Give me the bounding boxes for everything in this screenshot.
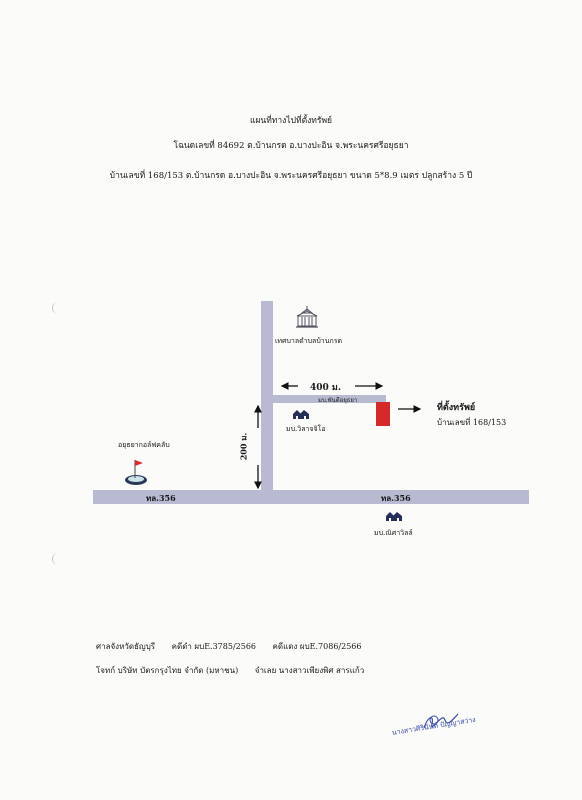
case-info-line	[96, 640, 375, 653]
main-road-label-right: ทล.356	[381, 493, 411, 503]
property-house-number: บ้านเลขที่ 168/153	[437, 418, 507, 427]
black-case-number: คดีดำ ผบE.3785/2566	[171, 642, 256, 651]
red-case-number: คดีแดง ผบE.7086/2566	[272, 642, 362, 651]
village-left-label: มบ.วิลาจจิโอ	[286, 425, 326, 433]
property-label: ที่ตั้งทรัพย์	[437, 403, 476, 413]
government-building-icon	[294, 305, 320, 329]
golf-flag-icon	[124, 456, 148, 486]
signature-name: นางสาวศิรินันท์ ปัญญาสว่าง	[391, 715, 477, 737]
golf-club-label: อยุธยากอล์ฟคลับ	[118, 441, 170, 449]
house-line: บ้านเลขที่ 168/153 ต.บ้านกรด อ.บางปะอิน จ.พระนครศรีอยุธยา ขนาด 5*8.9 เมตร ปลูกสร้าง 5 ปี	[109, 171, 473, 181]
map-title: แผนที่ทางไปที่ตั้งทรัพย์	[249, 116, 333, 126]
village-icon	[292, 408, 310, 420]
deed-line: โฉนดเลขที่ 84692 ต.บ้านกรด อ.บางปะอิน จ.พระนครศรีอยุธยา	[173, 141, 409, 151]
village-bottom-label: มบ.ณิศาวิลล์	[374, 529, 413, 537]
village-icon	[385, 510, 403, 522]
plaintiff: โจทก์ บริษัท บัตรกรุงไทย จำกัด (มหาชน)	[96, 666, 239, 675]
municipality-label: เทศบาลตำบลบ้านกรด	[275, 337, 343, 345]
horizontal-distance-label: 400 ม.	[310, 383, 341, 393]
court-name: ศาลจังหวัดธัญบุรี	[96, 642, 156, 651]
parties-line	[96, 664, 378, 677]
vertical-distance-label: 200 ม.	[238, 432, 249, 461]
side-road-label: มบ.พันดีอยุธยา	[318, 397, 358, 404]
property-marker	[376, 402, 390, 426]
defendant: จำเลย นางสาวเพียงพิศ สารแก้ว	[254, 666, 365, 675]
main-road-label-left: ทล.356	[146, 493, 176, 503]
